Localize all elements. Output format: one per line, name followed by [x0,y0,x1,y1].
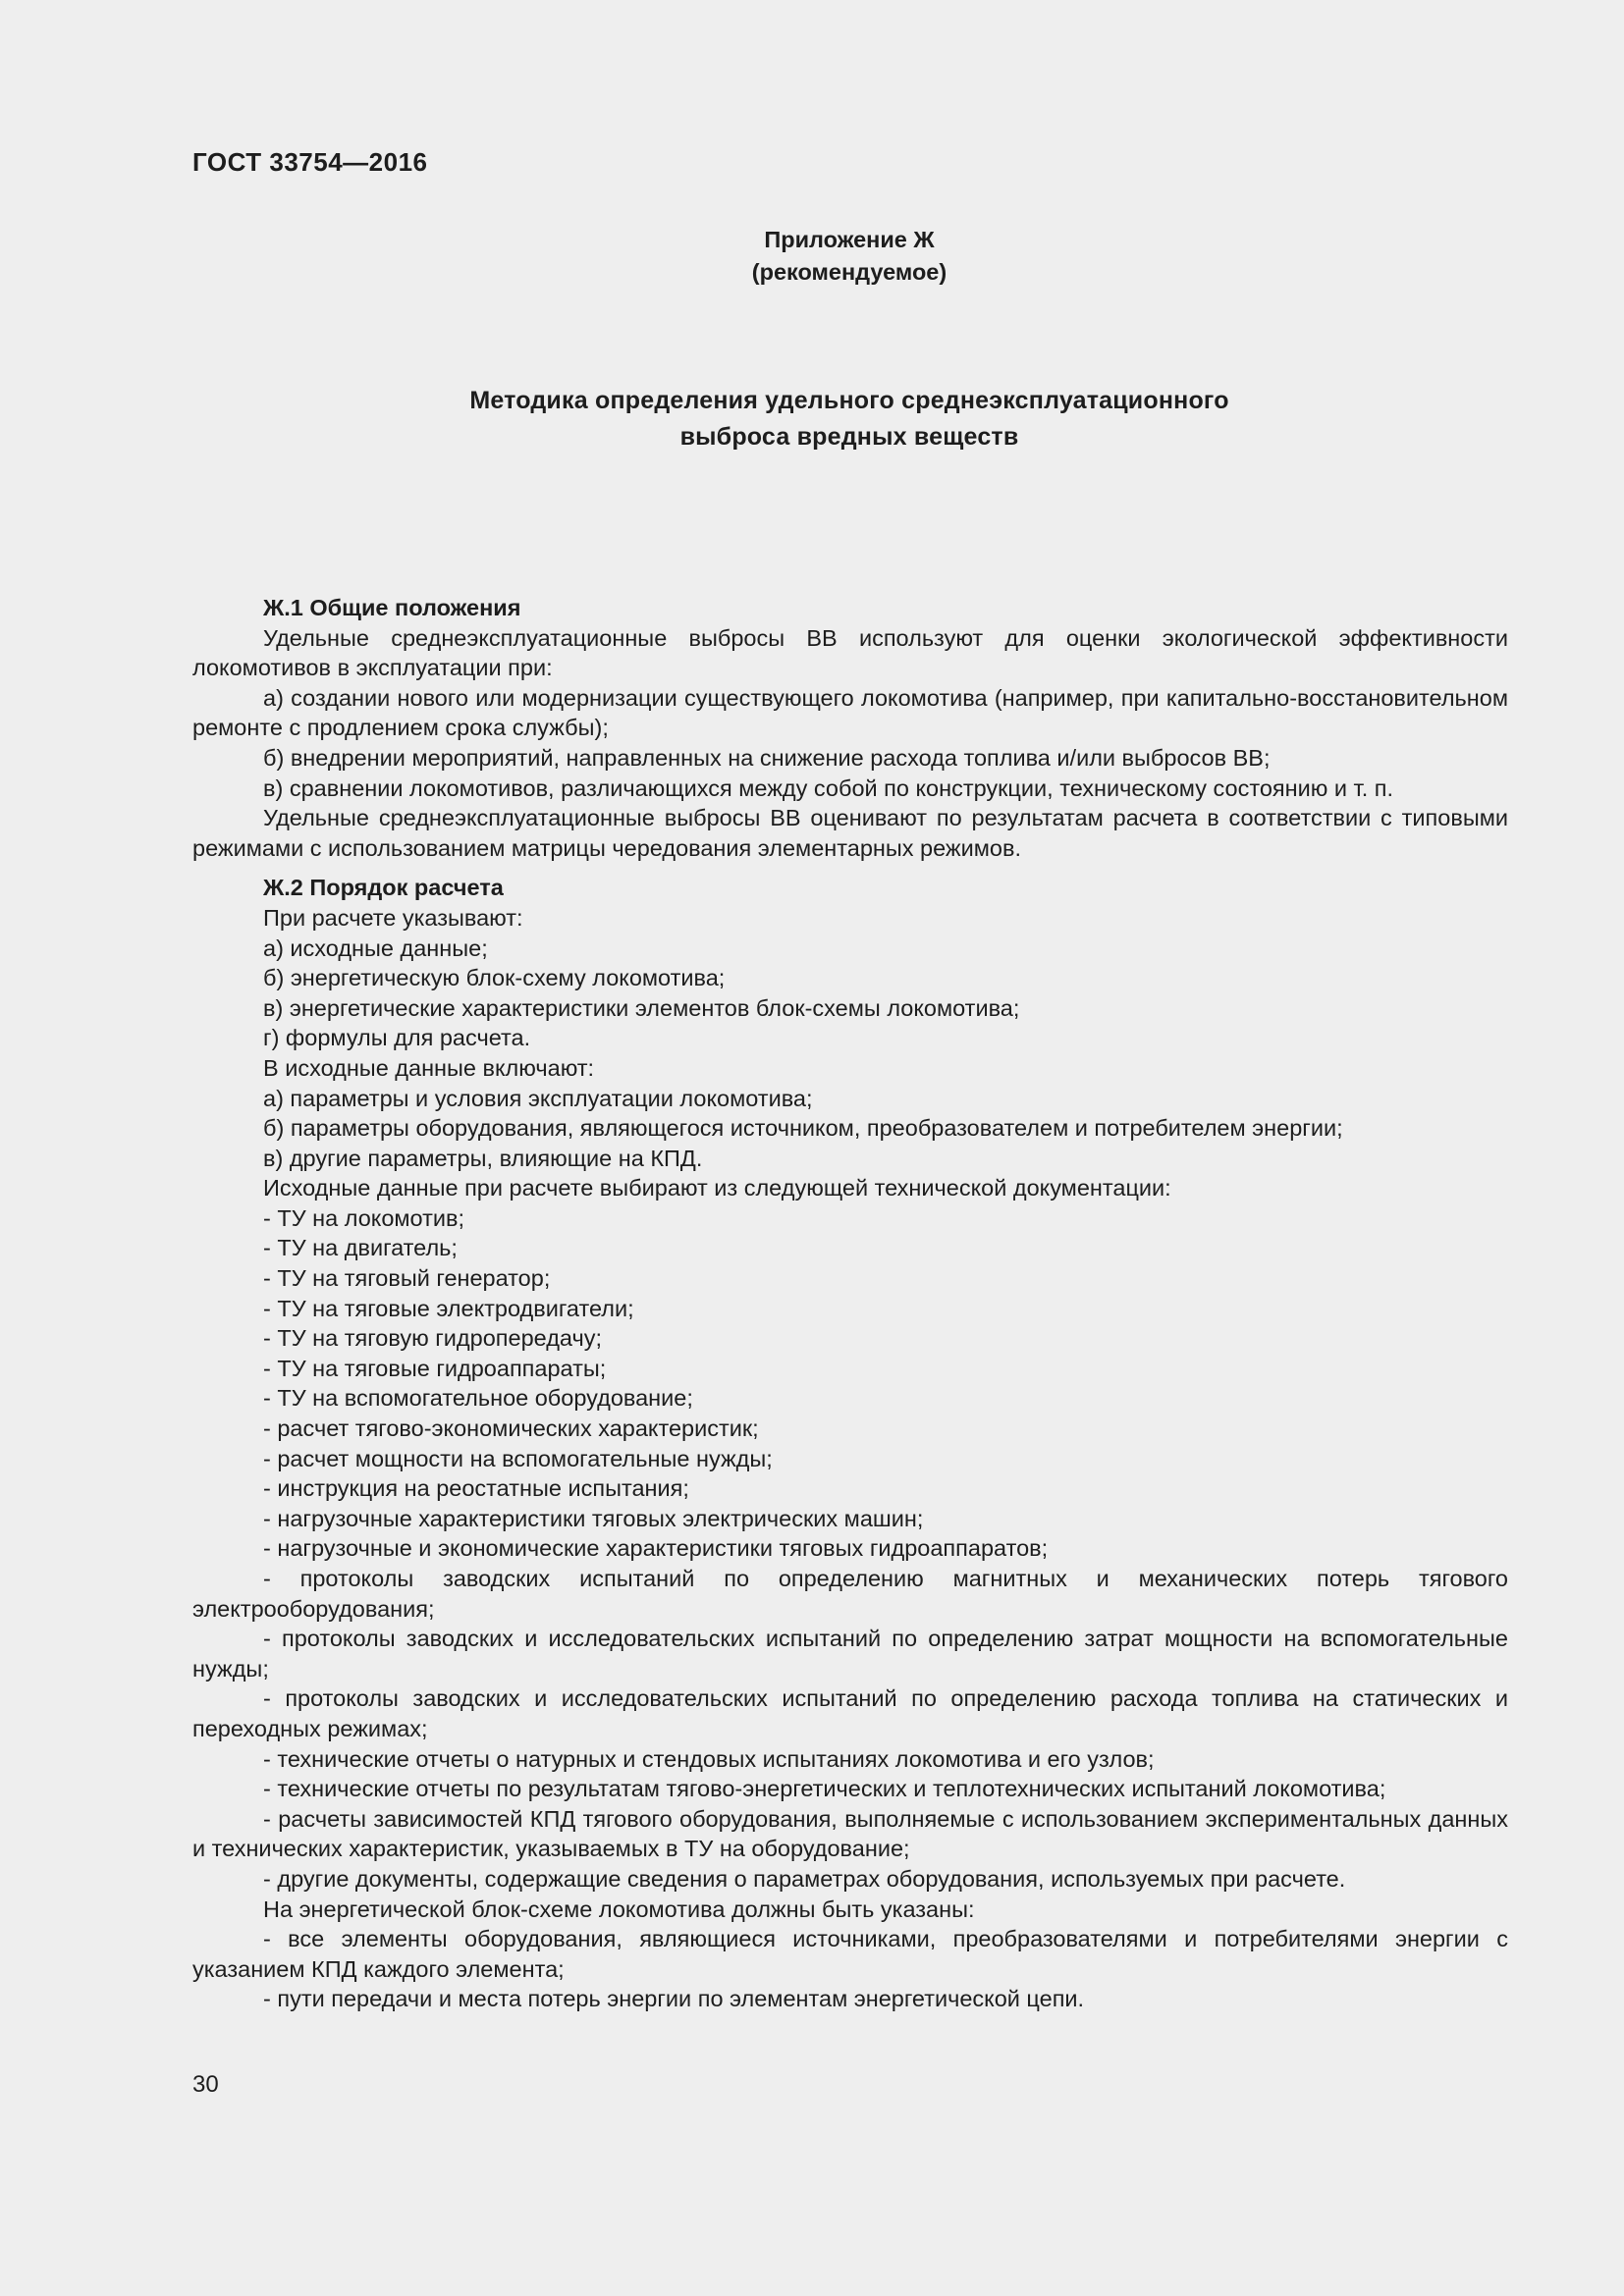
paragraph: На энергетической блок-схеме локомотива должны быть указаны: [263,1896,975,1922]
document-title-line-2: выброса вредных веществ [679,423,1019,451]
list-item: - пути передачи и места потерь энергии по элементам энергетической цепи. [263,1986,1085,2012]
list-item: - ТУ на тяговую гидропередачу; [263,1325,602,1352]
standard-designation: ГОСТ 33754—2016 [192,147,428,177]
list-item: - ТУ на вспомогательное оборудование; [263,1385,693,1412]
paragraph: Удельные среднеэксплуатационные выбросы ВВ используют для оценки экологической эффективности локомотивов в эксплуатации при: [192,624,1508,681]
list-item: - другие документы, содержащие сведения о параметрах оборудования, используемых при расчете. [263,1865,1346,1892]
list-item: - протоколы заводских и исследовательских испытаний по определению расхода топлива на статических и переходных режимах; [192,1685,1508,1741]
list-item: - нагрузочные характеристики тяговых электрических машин; [263,1505,924,1531]
list-item: - технические отчеты о натурных и стендовых испытаниях локомотива и его узлов; [263,1745,1155,1772]
list-item: б) параметры оборудования, являющегося источником, преобразователем и потребителем энергии; [263,1115,1343,1142]
list-item: - технические отчеты по результатам тягово-энергетических и теплотехнических испытаний локомотива; [263,1776,1386,1802]
list-item: - ТУ на локомотив; [263,1204,465,1231]
appendix-label: Приложение Ж [764,227,935,252]
list-item: - ТУ на двигатель; [263,1235,458,1261]
page-number: 30 [192,2071,219,2098]
list-item: г) формулы для расчета. [263,1025,531,1051]
paragraph: Исходные данные при расчете выбирают из следующей технической документации: [263,1175,1171,1201]
document-title-line-1: Методика определения удельного среднеэксплуатационного [469,387,1229,414]
list-item: - расчет мощности на вспомогательные нужды; [263,1445,773,1471]
section-2-content [192,903,1508,2014]
list-item: - протоколы заводских и исследовательских испытаний по определению затрат мощности на вспомогательные нужды; [192,1626,1508,1682]
list-item: в) другие параметры, влияющие на КПД. [263,1145,703,1171]
list-item: - нагрузочные и экономические характеристики тяговых гидроаппаратов; [263,1535,1049,1562]
paragraph: б) внедрении мероприятий, направленных на снижение расхода топлива и/или выбросов ВВ; [263,744,1271,771]
list-item: - ТУ на тяговые электродвигатели; [263,1295,634,1321]
paragraph: в) сравнении локомотивов, различающихся между собой по конструкции, техническому состоянию и т. п. [263,774,1394,801]
paragraph: Удельные среднеэксплуатационные выбросы ВВ оценивают по результатам расчета в соответствии с типовыми режимами с использованием матрицы чередования элементарных режимов. [192,805,1508,861]
list-item: - инструкция на реостатные испытания; [263,1475,689,1502]
section-1-content [192,623,1508,864]
list-item: в) энергетические характеристики элементов блок-схемы локомотива; [263,994,1020,1021]
section-heading-2: Ж.2 Порядок расчета [263,875,504,901]
list-item: - все элементы оборудования, являющиеся источниками, преобразователями и потребителями энергии с указанием КПД каждого элемента; [192,1926,1508,1982]
section-heading-1: Ж.1 Общие положения [263,595,521,620]
list-item: - расчет тягово-экономических характеристик; [263,1415,759,1442]
list-item: - расчеты зависимостей КПД тягового оборудования, выполняемые с использованием экспериментальных данных и технических характеристик, указываемых в ТУ на оборудование; [192,1805,1508,1862]
appendix-caption [0,224,1624,289]
list-item: б) энергетическую блок-схему локомотива; [263,965,726,991]
paragraph: а) создании нового или модернизации существующего локомотива (например, при капитально-восстановительном ремонте с продлением срока службы); [192,684,1508,741]
paragraph: При расчете указывают: [263,904,523,931]
paragraph: В исходные данные включают: [263,1054,595,1081]
list-item: а) исходные данные; [263,934,488,961]
appendix-status: (рекомендуемое) [751,259,947,285]
list-item: - ТУ на тяговые гидроаппараты; [263,1355,607,1381]
document-title [0,383,1624,455]
list-item: а) параметры и условия эксплуатации локомотива; [263,1085,813,1111]
list-item: - ТУ на тяговый генератор; [263,1265,551,1292]
body-text [192,593,1508,2014]
list-item: - протоколы заводских испытаний по определению магнитных и механических потерь тягового электрооборудования; [192,1566,1508,1622]
